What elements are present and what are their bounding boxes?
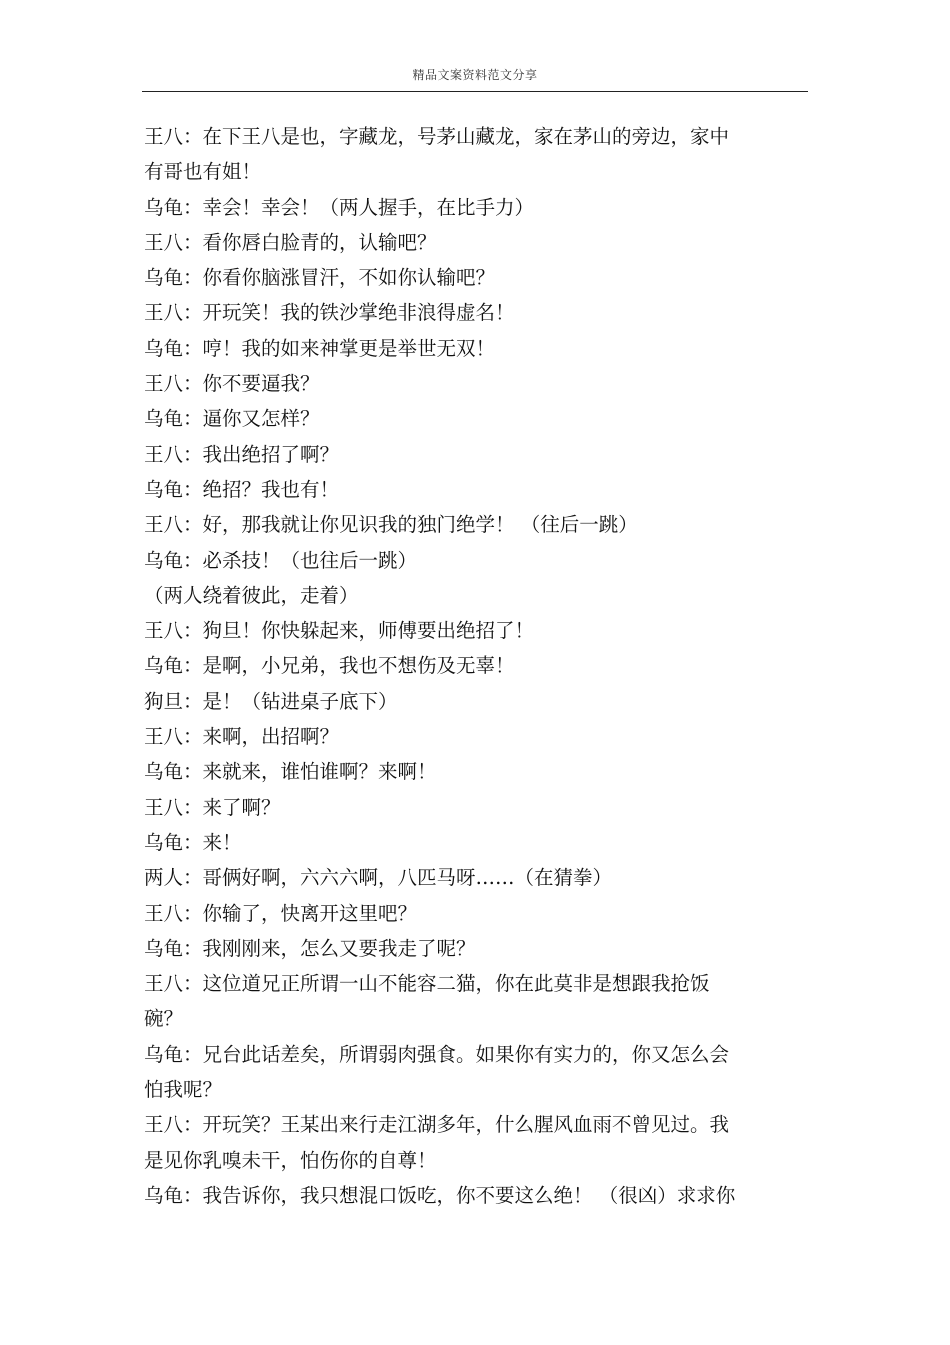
dialogue-text: 必杀技！（也往后一跳） <box>202 548 418 572</box>
dialogue-text: 怕我呢？ <box>144 1078 223 1102</box>
dialogue-line <box>144 331 804 366</box>
dialogue-line <box>144 719 804 754</box>
dialogue-line <box>144 295 804 330</box>
speaker-name: 两人： <box>144 866 203 890</box>
dialogue-line <box>144 966 804 1001</box>
dialogue-text: 开玩笑？王某出来行走江湖多年，什么腥风血雨不曾见过。我 <box>202 1113 730 1137</box>
dialogue-text: 这位道兄正所谓一山不能容二猫，你在此莫非是想跟我抢饭 <box>202 972 710 996</box>
speaker-name: 王八： <box>144 125 203 148</box>
dialogue-line <box>144 260 804 295</box>
speaker-name: 乌龟： <box>144 407 203 431</box>
speaker-name: 王八： <box>144 725 203 749</box>
speaker-name: 王八： <box>144 372 203 396</box>
dialogue-line <box>144 437 804 472</box>
dialogue-text: 你看你脑涨冒汗，不如你认输吧？ <box>202 266 496 290</box>
dialogue-line <box>144 225 804 260</box>
dialogue-line <box>144 931 804 966</box>
dialogue-line <box>144 896 804 931</box>
dialogue-text: 是！（钻进桌子底下） <box>202 689 398 713</box>
speaker-name: 乌龟： <box>144 936 203 960</box>
dialogue-text: 兄台此话差矣，所谓弱肉强食。如果你有实力的，你又怎么会 <box>202 1042 730 1066</box>
speaker-name: 乌龟： <box>144 654 203 678</box>
dialogue-line <box>144 860 804 895</box>
speaker-name: 乌龟： <box>144 1183 203 1207</box>
speaker-name: 乌龟： <box>144 548 203 572</box>
dialogue-line <box>144 790 804 825</box>
dialogue-text: 幸会！幸会！（两人握手，在比手力） <box>202 195 535 219</box>
dialogue-text: 好，那我就让你见识我的独门绝学！ （往后一跳） <box>202 513 638 537</box>
dialogue-line <box>144 401 804 436</box>
dialogue-text: 你不要逼我？ <box>202 372 320 396</box>
dialogue-line <box>144 1001 804 1036</box>
dialogue-line <box>144 1143 804 1178</box>
dialogue-line <box>144 754 804 789</box>
dialogue-line <box>144 648 804 683</box>
dialogue-text: 我刚刚来，怎么又要我走了呢？ <box>202 936 476 960</box>
dialogue-line <box>144 154 804 189</box>
dialogue-line <box>144 1178 804 1213</box>
dialogue-line <box>144 190 804 225</box>
speaker-name: 王八： <box>144 972 203 996</box>
dialogue-text: 是啊，小兄弟，我也不想伤及无辜！ <box>202 654 515 678</box>
dialogue-text: 我出绝招了啊？ <box>202 442 340 466</box>
dialogue-line <box>144 613 804 648</box>
speaker-name: 王八： <box>144 513 203 537</box>
speaker-name: 乌龟： <box>144 477 203 501</box>
speaker-name: 王八： <box>144 442 203 466</box>
speaker-name: 乌龟： <box>144 336 203 360</box>
script-body <box>144 119 804 1213</box>
dialogue-line <box>144 1107 804 1142</box>
speaker-name: 王八： <box>144 301 203 325</box>
page-header: 精品文案资料范文分享 <box>412 68 538 82</box>
dialogue-line <box>144 825 804 860</box>
dialogue-line <box>144 684 804 719</box>
speaker-name: 乌龟： <box>144 266 203 290</box>
speaker-name: 王八： <box>144 619 203 643</box>
speaker-name: 王八： <box>144 230 203 254</box>
speaker-name: 王八： <box>144 795 203 819</box>
dialogue-text: 绝招？我也有！ <box>202 477 340 501</box>
dialogue-text: 在下王八是也，字藏龙，号茅山藏龙，家在茅山的旁边，家中 <box>202 125 730 148</box>
dialogue-text: 哼！我的如来神掌更是举世无双！ <box>202 336 496 360</box>
dialogue-text: 来啊，出招啊？ <box>202 725 340 749</box>
dialogue-line <box>144 1037 804 1072</box>
speaker-name: 乌龟： <box>144 760 203 784</box>
dialogue-line <box>144 507 804 542</box>
dialogue-line <box>144 1072 804 1107</box>
dialogue-text: 开玩笑！我的铁沙掌绝非浪得虚名！ <box>202 301 515 325</box>
dialogue-text: 狗旦！你快躲起来，师傅要出绝招了！ <box>202 619 535 643</box>
dialogue-text: 看你唇白脸青的，认输吧？ <box>202 230 437 254</box>
dialogue-text: 碗？ <box>144 1007 184 1031</box>
dialogue-line <box>144 543 804 578</box>
speaker-name: 王八： <box>144 1113 203 1137</box>
dialogue-line <box>144 366 804 401</box>
dialogue-line <box>144 578 804 613</box>
dialogue-text: 来！ <box>202 830 242 854</box>
speaker-name: 王八： <box>144 901 203 925</box>
speaker-name: 乌龟： <box>144 1042 203 1066</box>
dialogue-text: 逼你又怎样？ <box>202 407 320 431</box>
dialogue-text: （两人绕着彼此，走着） <box>144 583 359 607</box>
dialogue-line <box>144 119 804 154</box>
header-divider <box>142 91 808 92</box>
dialogue-line <box>144 472 804 507</box>
dialogue-text: 你输了，快离开这里吧？ <box>202 901 418 925</box>
speaker-name: 乌龟： <box>144 195 203 219</box>
dialogue-text: 我告诉你，我只想混口饭吃，你不要这么绝！ （很凶）求求你 <box>202 1183 736 1207</box>
dialogue-text: 来了啊？ <box>202 795 281 819</box>
dialogue-text: 来就来，谁怕谁啊？来啊！ <box>202 760 437 784</box>
speaker-name: 狗旦： <box>144 689 203 713</box>
dialogue-text: 有哥也有姐！ <box>144 160 262 184</box>
dialogue-text: 是见你乳嗅未干，怕伤你的自尊！ <box>144 1148 437 1172</box>
dialogue-text: 哥俩好啊，六六六啊，八匹马呀……（在猜拳） <box>202 866 613 890</box>
speaker-name: 乌龟： <box>144 830 203 854</box>
